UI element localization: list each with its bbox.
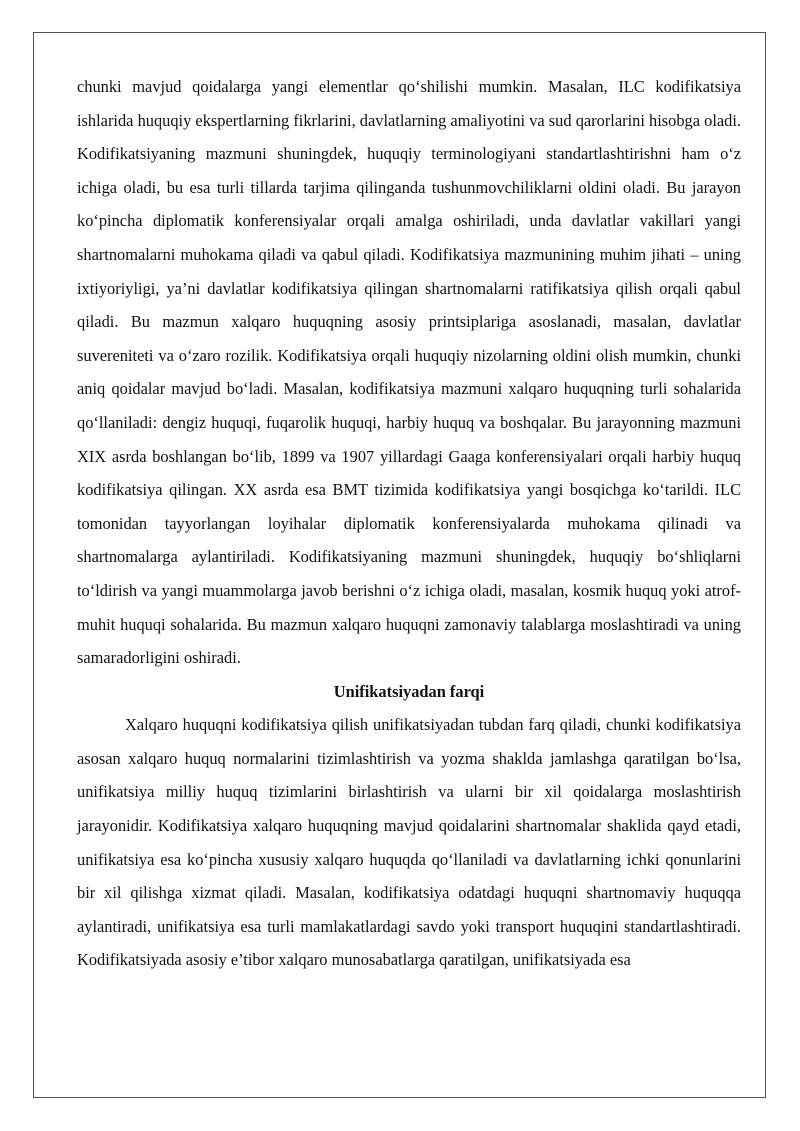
body-paragraph: Xalqaro huquqni kodifikatsiya qilish unifikatsiyadan tubdan farq qiladi, chunki kodifikatsiya asosan xalqaro huquq normalarini tizimlashtirish va yozma shaklda jamlashga qaratilgan bo‘lsa, unifikatsiya milliy huquq tizimlarini birlashtirish va ularni bir xil qoidalarga moslashtirish jarayonidir. Kodifikatsiya xalqaro huquqning mavjud qoidalarini shartnomalar shaklida qayd etadi, unifikatsiya esa ko‘pincha xususiy xalqaro huquqda qo‘llaniladi va davlatlarning ichki qonunlarini bir xil qilishga xizmat qiladi. Masalan, kodifikatsiya odatdagi huquqni shartnomaviy huquqqa aylantiradi, unifikatsiya esa turli mamlakatlardagi savdo yoki transport huquqini standartlashtiradi. Kodifikatsiyada asosiy e’tibor xalqaro munosabatlarga qaratilgan, unifikatsiyada esa xyxy=(77,715,741,970)
body-paragraph: chunki mavjud qoidalarga yangi elementlar qo‘shilishi mumkin. Masalan, ILC kodifikatsiya ishlarida huquqiy ekspertlarning fikrlarini, davlatlarning amaliyotini va sud qarorlarini hisobga oladi. Kodifikatsiyaning mazmuni shuningdek, huquqiy terminologiyani standartlashtirishni ham o‘z ichiga oladi, bu esa turli tillarda tarjima qilinganda tushunmovchiliklarni oldini oladi. Bu jarayon ko‘pincha diplomatik konferensiyalar orqali amalga oshiriladi, unda davlatlar vakillari yangi shartnomalarni muhokama qiladi va qabul qiladi. Kodifikatsiya mazmunining muhim jihati – uning ixtiyoriyligi, ya’ni davlatlar kodifikatsiya qilingan shartnomalarni ratifikatsiya qilish orqali qabul qiladi. Bu mazmun xalqaro huquqning asosiy printsiplariga asoslanadi, masalan, davlatlar suvereniteti va o‘zaro rozilik. Kodifikatsiya orqali huquqiy nizolarning oldini olish mumkin, chunki aniq qoidalar mavjud bo‘ladi. Masalan, kodifikatsiya mazmuni xalqaro huquqning turli sohalarida qo‘llaniladi: dengiz huquqi, fuqarolik huquqi, harbiy huquq va boshqalar. Bu jarayonning mazmuni XIX asrda boshlangan bo‘lib, 1899 va 1907 yillardagi Gaaga konferensiyalari orqali harbiy huquq kodifikatsiya qilingan. XX asrda esa BMT tizimida kodifikatsiya yangi bosqichga ko‘tarildi. ILC tomonidan tayyorlangan loyihalar diplomatik konferensiyalarda muhokama qilinadi va shartnomalarga aylantiriladi. Kodifikatsiyaning mazmuni shuningdek, huquqiy bo‘shliqlarni to‘ldirish va yangi muammolarga javob berishni o‘z ichiga oladi, masalan, kosmik huquq yoki atrof-muhit huquqi sohalarida. Bu mazmun xalqaro huquqni zamonaviy talablarga moslashtiradi va uning samaradorligini oshiradi. xyxy=(77,77,741,668)
document-body xyxy=(77,70,741,977)
section-heading: Unifikatsiyadan farqi xyxy=(333,681,485,701)
